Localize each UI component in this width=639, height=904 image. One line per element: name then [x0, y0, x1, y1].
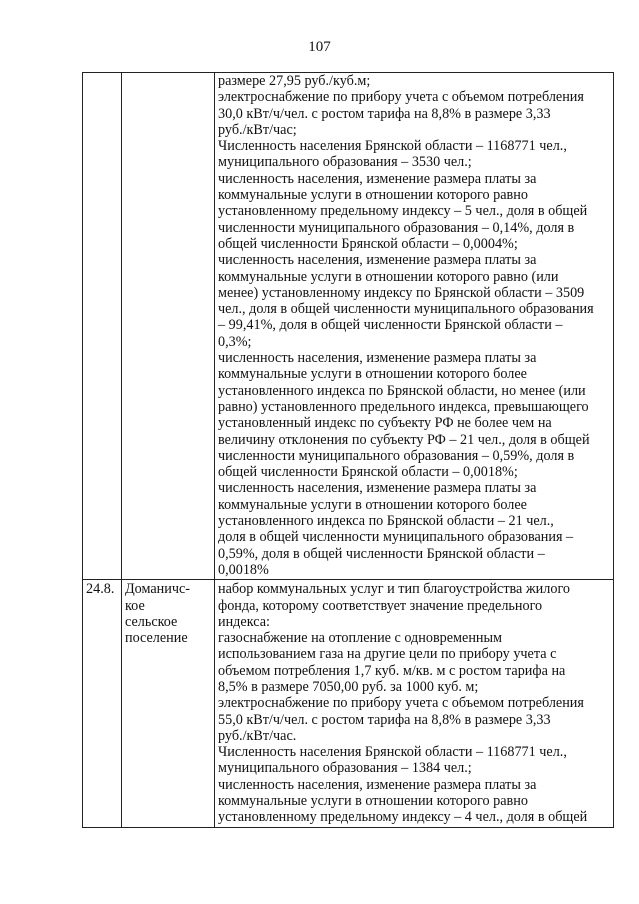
text-line: общей численности Брянской области – 0,0018%; — [218, 464, 518, 481]
text-line: 0,3%; — [218, 333, 252, 350]
municipality-cell — [122, 73, 215, 580]
text-line: установленный индекс по субъекту РФ не более чем на — [218, 415, 552, 432]
text-line: размере 27,95 руб./куб.м; — [218, 73, 371, 89]
text-line: руб./кВт/час. — [218, 727, 297, 744]
municipality-name-line: кое — [125, 597, 145, 614]
table-row — [83, 73, 614, 580]
page-number: 107 — [308, 39, 331, 55]
text-line: – 99,41%, доля в общей численности Брянской области – — [218, 317, 563, 334]
text-line: коммунальные услуги в отношении которого равно — [218, 187, 528, 204]
text-line: численность населения, изменение размера платы за — [218, 776, 537, 793]
text-line: электроснабжение по прибору учета с объемом потребления — [218, 695, 584, 712]
text-line: набор коммунальных услуг и тип благоустройства жилого — [218, 581, 571, 598]
text-line: коммунальные услуги в отношении которого равно — [218, 793, 528, 810]
text-line: электроснабжение по прибору учета с объемом потребления — [218, 89, 584, 106]
text-line: установленного индекса по Брянской области, но менее (или — [218, 382, 586, 399]
text-line: газоснабжение на отопление с одновременным — [218, 630, 503, 647]
text-line: численность населения, изменение размера платы за — [218, 480, 537, 497]
text-line: коммунальные услуги в отношении которого более — [218, 496, 527, 513]
text-line: численности муниципального образования – 0,14%, доля в — [218, 219, 575, 236]
text-line: фонда, которому соответствует значение предельного — [218, 597, 543, 614]
text-line: коммунальные услуги в отношении которого более — [218, 366, 527, 383]
text-line: коммунальные услуги в отношении которого равно (или — [218, 268, 559, 285]
text-line: численность населения, изменение размера платы за — [218, 252, 537, 269]
text-line: чел., доля в общей численности муниципального образования — [218, 301, 594, 318]
text-line: равно) установленного предельного индекса, превышающего — [218, 398, 589, 415]
text-line: установленного индекса по Брянской области – 21 чел., — [218, 513, 554, 530]
municipality-name-line: поселение — [125, 630, 188, 647]
description-cell — [215, 73, 614, 580]
text-line: руб./кВт/час; — [218, 121, 297, 138]
description-cell — [215, 580, 614, 827]
table-row — [83, 580, 614, 827]
text-line: Численность населения Брянской области – 1168771 чел., — [218, 138, 567, 155]
text-line: муниципального образования – 1384 чел.; — [218, 760, 472, 777]
text-line: доля в общей численности муниципального образования – — [218, 529, 574, 546]
text-line: объемом потребления 1,7 куб. м/кв. м с ростом тарифа на — [218, 662, 566, 679]
tariff-table — [82, 72, 614, 828]
text-line: муниципального образования – 3530 чел.; — [218, 154, 472, 171]
text-line: установленному предельному индексу – 4 чел., доля в общей — [218, 809, 588, 826]
row-number: 24.8. — [86, 581, 115, 598]
text-line: 30,0 кВт/ч/чел. с ростом тарифа на 8,8% в размере 3,33 — [218, 105, 551, 122]
text-line: менее) установленному индексу по Брянской области – 3509 — [218, 284, 585, 301]
text-line: установленному предельному индексу – 5 чел., доля в общей — [218, 203, 588, 220]
text-line: 55,0 кВт/ч/чел. с ростом тарифа на 8,8% в размере 3,33 — [218, 711, 551, 728]
text-line: 8,5% в размере 7050,00 руб. за 1000 куб. м; — [218, 678, 479, 695]
municipality-name-line: сельское — [125, 613, 178, 630]
text-line: индекса: — [218, 613, 270, 630]
row-number-cell — [83, 580, 122, 827]
text-line: численность населения, изменение размера платы за — [218, 350, 537, 367]
municipality-cell — [122, 580, 215, 827]
municipality-name-line: Доманичс- — [125, 581, 191, 598]
text-line: 0,59%, доля в общей численности Брянской области – — [218, 545, 545, 562]
text-line: численность населения, изменение размера платы за — [218, 170, 537, 187]
text-line: величину отклонения по субъекту РФ – 21 чел., доля в общей — [218, 431, 590, 448]
text-line: численности муниципального образования – 0,59%, доля в — [218, 447, 575, 464]
text-line: использованием газа на другие цели по прибору учета с — [218, 646, 557, 663]
text-line: общей численности Брянской области – 0,0004%; — [218, 235, 518, 252]
text-line: Численность населения Брянской области – 1168771 чел., — [218, 744, 567, 761]
row-number-cell — [83, 73, 122, 580]
text-line: 0,0018% — [218, 561, 269, 578]
